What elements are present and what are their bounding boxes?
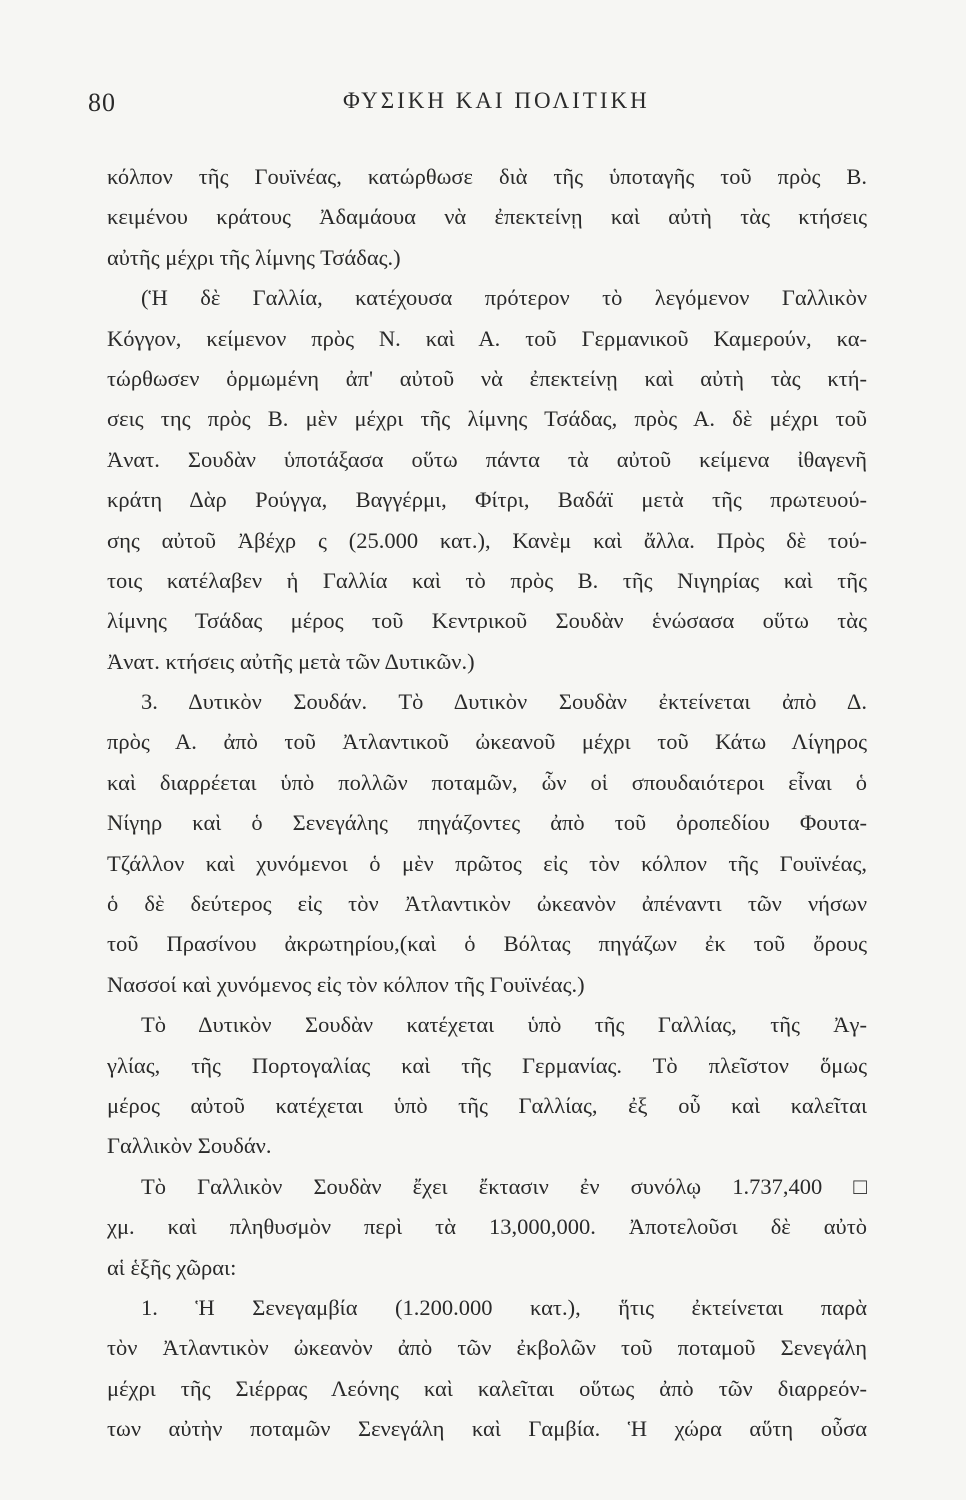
text-line: Τζάλλον καὶ χυνόμενοι ὁ μὲν πρῶτος εἰς τὸν κόλπον τῆς Γουϊνέας,: [107, 850, 867, 876]
text-line: Τὸ Γαλλικὸν Σουδὰν ἔχει ἔκτασιν ἐν συνόλῳ 1.737,400 □: [141, 1173, 867, 1199]
text-line: Τὸ Δυτικὸν Σουδὰν κατέχεται ὑπὸ τῆς Γαλλίας, τῆς Ἀγ-: [141, 1012, 867, 1038]
text-line: Νασσοί καὶ χυνόμενος εἰς τὸν κόλπον τῆς Γουϊνέας.): [107, 971, 585, 997]
section-heading-line: 3. Δυτικὸν Σουδάν. Τὸ Δυτικὸν Σουδὰν ἐκτείνεται ἀπὸ Δ.: [141, 689, 867, 715]
text-line: μέχρι τῆς Σιέρρας Λεόνης καὶ καλεῖται οὕτως ἀπὸ τῶν διαρρεόν-: [107, 1375, 867, 1401]
text-line: Νίγηρ καὶ ὁ Σενεγάλης πηγάζοντες ἀπὸ τοῦ ὀροπεδίου Φουτα-: [107, 810, 867, 836]
page-number: 80: [88, 88, 116, 117]
text-line: των αὐτὴν ποταμῶν Σενεγάλη καὶ Γαμβία. Ἡ χώρα αὕτη οὖσα: [107, 1416, 867, 1442]
text-line: μέρος αὐτοῦ κατέχεται ὑπὸ τῆς Γαλλίας, ἐξ οὗ καὶ καλεῖται: [107, 1092, 867, 1118]
text-line: τοῦ Πρασίνου ἀκρωτηρίου,(καὶ ὁ Βόλτας πηγάζων ἐκ τοῦ ὄρους: [107, 931, 867, 957]
text-line: ὁ δὲ δεύτερος εἰς τὸν Ἀτλαντικὸν ὠκεανὸν ἀπέναντι τῶν νήσων: [107, 891, 867, 917]
text-line: καὶ διαρρέεται ὑπὸ πολλῶν ποταμῶν, ὧν οἱ σπουδαιότεροι εἶναι ὁ: [107, 769, 867, 795]
text-line: (Ἡ δὲ Γαλλία, κατέχουσα πρότερον τὸ λεγόμενον Γαλλικὸν: [141, 285, 867, 311]
text-line: κειμένου κράτους Ἀδαμάουα νὰ ἐπεκτείνῃ καὶ αὐτὴ τὰς κτήσεις: [107, 204, 867, 230]
text-line: σης αὐτοῦ Ἀβέχρ ς (25.000 κατ.), Κανὲμ καὶ ἄλλα. Πρὸς δὲ τού-: [107, 527, 867, 553]
text-line: χμ. καὶ πληθυσμὸν περὶ τὰ 13,000,000. Ἀποτελοῦσι δὲ αὐτὸ: [107, 1214, 867, 1240]
text-line: αἱ ἑξῆς χῶραι:: [107, 1254, 237, 1280]
text-line: κόλπον τῆς Γουϊνέας, κατώρθωσε διὰ τῆς ὑποταγῆς τοῦ πρὸς Β.: [107, 164, 867, 189]
text-line: κράτη Δὰρ Ρούγγα, Βαγγέρμι, Φίτρι, Βαδάϊ μετὰ τῆς πρωτευού-: [107, 487, 867, 513]
text-line: σεις της πρὸς Β. μὲν μέχρι τῆς λίμνης Τσάδας, πρὸς Α. δὲ μέχρι τοῦ: [107, 406, 867, 432]
text-line: τοις κατέλαβεν ἡ Γαλλία καὶ τὸ πρὸς Β. τῆς Νιγηρίας καὶ τῆς: [107, 567, 867, 593]
text-line: Κόγγον, κείμενον πρὸς Ν. καὶ Α. τοῦ Γερμανικοῦ Καμερούν, κα-: [107, 325, 867, 351]
text-line: γλίας, τῆς Πορτογαλίας καὶ τῆς Γερμανίας. Τὸ πλεῖστον ὅμως: [107, 1052, 867, 1078]
text-line: τὸν Ἀτλαντικὸν ὠκεανὸν ἀπὸ τῶν ἐκβολῶν τοῦ ποταμοῦ Σενεγάλη: [107, 1335, 867, 1361]
running-title: ΦΥΣΙΚΗ ΚΑΙ ΠΟΛΙΤΙΚΗ: [343, 88, 650, 113]
page-header: [88, 88, 878, 120]
text-line: Ἀνατ. Σουδὰν ὑποτάξασα οὕτω πάντα τὰ αὐτοῦ κείμενα ἰθαγενῆ: [107, 446, 867, 472]
text-line: πρὸς Α. ἀπὸ τοῦ Ἀτλαντικοῦ ὠκεανοῦ μέχρι τοῦ Κάτω Λίγηρος: [107, 729, 867, 755]
text-line: 1. Ἡ Σενεγαμβία (1.200.000 κατ.), ἥτις ἐκτείνεται παρὰ: [141, 1294, 867, 1320]
text-line: αὐτῆς μέχρι τῆς λίμνης Τσάδας.): [107, 244, 401, 270]
text-line: τώρθωσεν ὁρμωμένη ἀπ' αὐτοῦ νὰ ἐπεκτείνῃ καὶ αὐτὴ τὰς κτή-: [107, 365, 867, 391]
text-line: Ἀνατ. κτήσεις αὐτῆς μετὰ τῶν Δυτικῶν.): [107, 648, 475, 674]
body-text: [107, 157, 867, 1450]
text-line: Γαλλικὸν Σουδάν.: [107, 1133, 272, 1159]
text-line: λίμνης Τσάδας μέρος τοῦ Κεντρικοῦ Σουδὰν ἑνώσασα οὕτω τὰς: [107, 608, 867, 634]
